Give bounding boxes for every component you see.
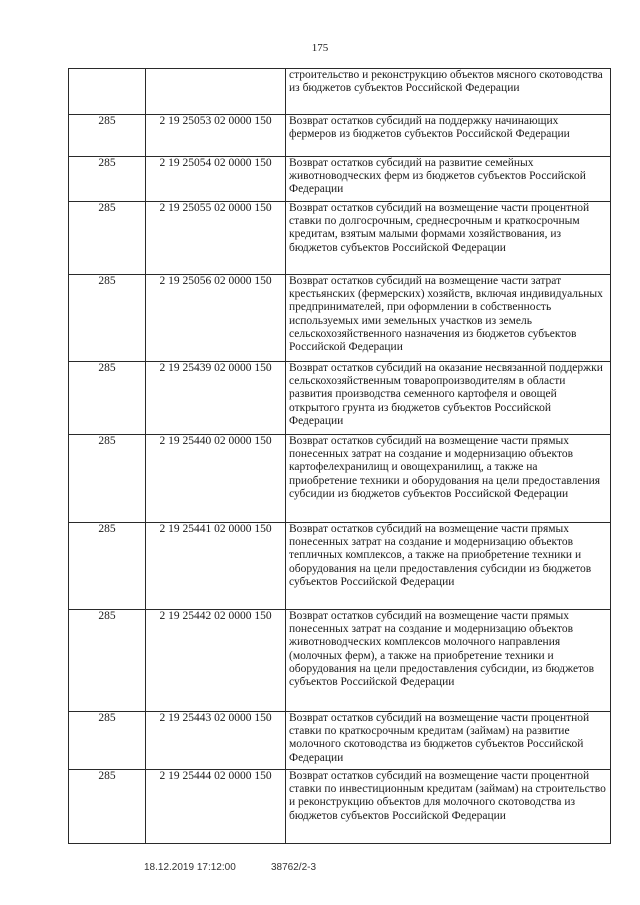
row-code-cell: 285 bbox=[69, 435, 146, 523]
row-kbk-cell: 2 19 25443 02 0000 150 bbox=[146, 712, 286, 770]
row-kbk-cell: 2 19 25055 02 0000 150 bbox=[146, 202, 286, 275]
table-row bbox=[69, 115, 611, 157]
row-description-cell: Возврат остатков субсидий на поддержку начинающих фермеров из бюджетов субъектов Российской Федерации bbox=[286, 115, 611, 157]
table-row bbox=[69, 770, 611, 844]
row-code-cell: 285 bbox=[69, 362, 146, 435]
table-row bbox=[69, 712, 611, 770]
document-table bbox=[68, 68, 611, 844]
row-kbk-cell: 2 19 25439 02 0000 150 bbox=[146, 362, 286, 435]
table-row bbox=[69, 275, 611, 362]
row-code-cell: 285 bbox=[69, 275, 146, 362]
table-row bbox=[69, 362, 611, 435]
row-kbk-cell: 2 19 25440 02 0000 150 bbox=[146, 435, 286, 523]
row-description-cell: Возврат остатков субсидий на оказание несвязанной поддержки сельскохозяйственным товаропроизводителям в области развития производства семенного картофеля и овощей открытого грунта из бюджетов субъектов Российской Федерации bbox=[286, 362, 611, 435]
row-description-cell: Возврат остатков субсидий на возмещение части процентной ставки по долгосрочным, среднесрочным и краткосрочным кредитам, взятым малыми формами хозяйствования, из бюджетов субъектов Российской Федерации bbox=[286, 202, 611, 275]
row-code-cell: 285 bbox=[69, 115, 146, 157]
row-kbk-cell: 2 19 25441 02 0000 150 bbox=[146, 523, 286, 610]
row-description-cell: Возврат остатков субсидий на возмещение части прямых понесенных затрат на создание и модернизацию объектов картофелехранилищ и овощехранилищ, а также на приобретение техники и оборудования на цели предоставления субсидии из бюджетов субъектов Российской Федерации bbox=[286, 435, 611, 523]
row-kbk-cell: 2 19 25056 02 0000 150 bbox=[146, 275, 286, 362]
row-code-cell bbox=[69, 69, 146, 115]
table-row bbox=[69, 202, 611, 275]
row-description-cell: Возврат остатков субсидий на возмещение части прямых понесенных затрат на создание и модернизацию объектов животноводческих комплексов молочного направления (молочных ферм), а также на приобретение техники и оборудования на цели предоставления субсидии, из бюджетов субъектов Российской Федерации bbox=[286, 610, 611, 712]
row-code-cell: 285 bbox=[69, 523, 146, 610]
row-code-cell: 285 bbox=[69, 712, 146, 770]
row-description-cell: Возврат остатков субсидий на развитие семейных животноводческих ферм из бюджетов субъектов Российской Федерации bbox=[286, 157, 611, 202]
row-kbk-cell: 2 19 25442 02 0000 150 bbox=[146, 610, 286, 712]
footer-timestamp: 18.12.2019 17:12:00 bbox=[144, 862, 236, 873]
row-description-cell: строительство и реконструкцию объектов мясного скотоводства из бюджетов субъектов Российской Федерации bbox=[286, 69, 611, 115]
table-row bbox=[69, 610, 611, 712]
row-description-cell: Возврат остатков субсидий на возмещение части затрат крестьянских (фермерских) хозяйств, включая индивидуальных предпринимателей, при оформлении в собственность используемых ими земельных участков из земель сельскохозяйственного назначения из бюджетов субъектов Российской Федерации bbox=[286, 275, 611, 362]
footer-document-id: 38762/2-3 bbox=[271, 862, 317, 873]
row-code-cell: 285 bbox=[69, 157, 146, 202]
page-number: 175 bbox=[311, 42, 329, 54]
table-row bbox=[69, 523, 611, 610]
row-code-cell: 285 bbox=[69, 202, 146, 275]
row-kbk-cell: 2 19 25054 02 0000 150 bbox=[146, 157, 286, 202]
row-code-cell: 285 bbox=[69, 770, 146, 844]
row-code-cell: 285 bbox=[69, 610, 146, 712]
row-kbk-cell bbox=[146, 69, 286, 115]
row-description-cell: Возврат остатков субсидий на возмещение части прямых понесенных затрат на создание и модернизацию объектов тепличных комплексов, а также на приобретение техники и оборудования на цели предоставления субсидии из бюджетов субъектов Российской Федерации bbox=[286, 523, 611, 610]
row-kbk-cell: 2 19 25444 02 0000 150 bbox=[146, 770, 286, 844]
table-row bbox=[69, 69, 611, 115]
row-description-cell: Возврат остатков субсидий на возмещение части процентной ставки по инвестиционным кредитам (займам) на строительство и реконструкцию объектов для молочного скотоводства из бюджетов субъектов Российской Федерации bbox=[286, 770, 611, 844]
row-description-cell: Возврат остатков субсидий на возмещение части процентной ставки по краткосрочным кредитам (займам) на развитие молочного скотоводства из бюджетов субъектов Российской Федерации bbox=[286, 712, 611, 770]
table-row bbox=[69, 157, 611, 202]
row-kbk-cell: 2 19 25053 02 0000 150 bbox=[146, 115, 286, 157]
table-row bbox=[69, 435, 611, 523]
